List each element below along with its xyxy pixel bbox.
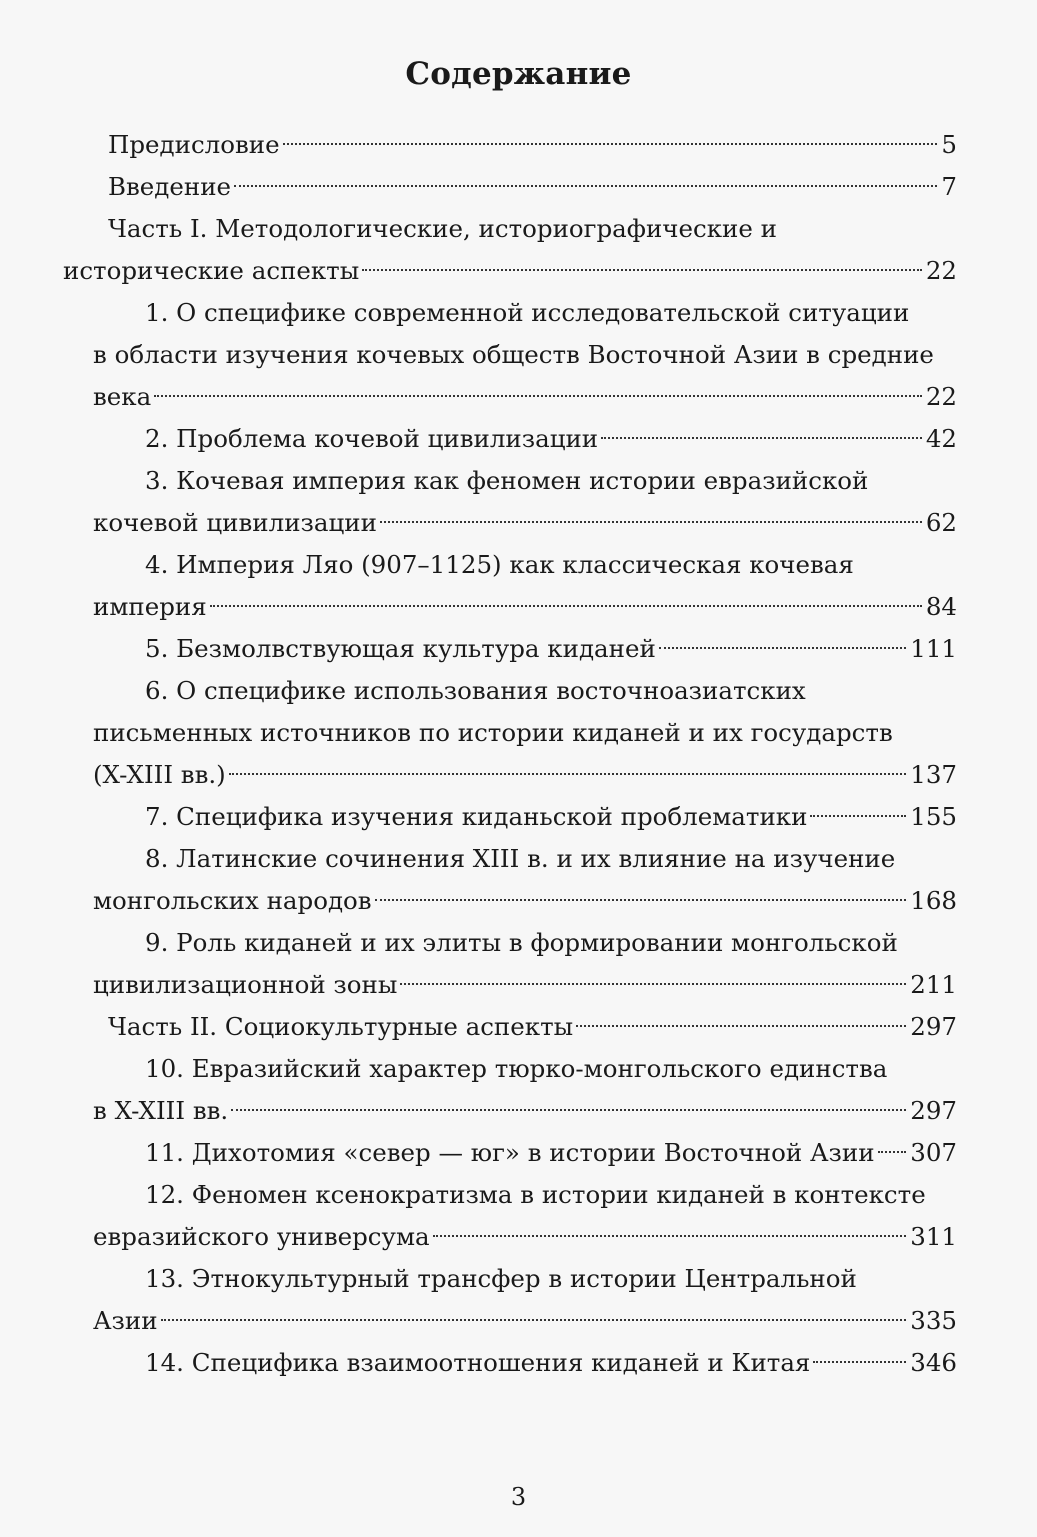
toc-entry[interactable] <box>93 503 957 543</box>
toc-entry-text: Часть I. Методологические, историографические и <box>108 214 777 243</box>
toc-entry-text: письменных источников по истории киданей и их государств <box>93 718 893 747</box>
toc-entry[interactable] <box>108 125 957 165</box>
page-title: Содержание <box>405 56 632 92</box>
toc-entry-title: Часть II. Социокультурные аспекты <box>108 1012 574 1041</box>
toc-entry-title: цивилизационной зоны <box>93 970 398 999</box>
toc-entry-title: кочевой цивилизации <box>93 508 377 537</box>
toc-entry-line <box>0 839 1037 879</box>
toc-entry-title: (X-XIII вв.) <box>93 760 226 789</box>
page-number: 3 <box>510 1483 527 1511</box>
dot-leader <box>380 521 922 523</box>
toc-entry-text: 4. Империя Ляо (907–1125) как классическая кочевая <box>145 550 854 579</box>
toc-page-number: 137 <box>910 760 957 789</box>
toc-entry-title: евразийского универсума <box>93 1222 430 1251</box>
toc-entry-title: монгольских народов <box>93 886 372 915</box>
toc-page-number: 168 <box>910 886 957 915</box>
toc-page-number: 297 <box>910 1096 957 1125</box>
toc-page-number: 111 <box>910 634 957 663</box>
toc-entry-title: исторические аспекты <box>63 256 360 285</box>
toc-entry-line <box>0 209 1037 249</box>
toc-entry-line <box>0 335 1037 375</box>
dot-leader <box>362 269 922 271</box>
toc-page-number: 211 <box>910 970 957 999</box>
toc-entry-line <box>0 923 1037 963</box>
toc-entry[interactable] <box>108 167 957 207</box>
dot-leader <box>400 983 906 985</box>
toc-entry-line <box>0 545 1037 585</box>
toc-entry[interactable] <box>93 1301 957 1341</box>
toc-entry-text: 12. Феномен ксенократизма в истории киданей в контексте <box>145 1180 926 1209</box>
dot-leader <box>234 185 937 187</box>
dot-leader <box>231 1109 906 1111</box>
toc-page-number: 335 <box>910 1306 957 1335</box>
toc-entry[interactable] <box>93 1091 957 1131</box>
toc-page-number: 311 <box>910 1222 957 1251</box>
toc-entry[interactable] <box>145 1133 957 1173</box>
toc-entry-title: Азии <box>93 1306 158 1335</box>
toc-page-number: 155 <box>910 802 957 831</box>
toc-entry-text: 8. Латинские сочинения XIII в. и их влияние на изучение <box>145 844 896 873</box>
toc-entry-line <box>0 1259 1037 1299</box>
toc-entry[interactable] <box>108 1007 957 1047</box>
toc-page-number: 22 <box>925 256 957 285</box>
toc-entry-line <box>0 293 1037 333</box>
dot-leader <box>375 899 907 901</box>
toc-entry[interactable] <box>93 587 957 627</box>
dot-leader <box>210 605 922 607</box>
toc-page-number: 62 <box>925 508 957 537</box>
toc-entry-title: 2. Проблема кочевой цивилизации <box>145 424 599 453</box>
dot-leader <box>433 1235 907 1237</box>
toc-entry-title: Введение <box>108 172 232 201</box>
toc-page-number: 7 <box>941 172 957 201</box>
toc-entry-title: 5. Безмолвствующая культура киданей <box>145 634 656 663</box>
toc-page-number: 297 <box>910 1012 957 1041</box>
toc-entry-title: 14. Специфика взаимоотношения киданей и Китая <box>145 1348 811 1377</box>
toc-page-number: 84 <box>925 592 957 621</box>
toc-entry-title: 11. Дихотомия «север — юг» в истории Восточной Азии <box>145 1138 875 1167</box>
toc-entry-title: Предисловие <box>108 130 280 159</box>
dot-leader <box>878 1151 907 1153</box>
toc-entry-text: 10. Евразийский характер тюрко-монгольского единства <box>145 1054 888 1083</box>
dot-leader <box>229 773 907 775</box>
toc-entry-title: века <box>93 382 152 411</box>
toc-entry[interactable] <box>93 965 957 1005</box>
toc-entry-line <box>0 713 1037 753</box>
toc-entry[interactable] <box>145 629 957 669</box>
toc-entry-line <box>0 1175 1037 1215</box>
toc-page-number: 5 <box>941 130 957 159</box>
toc-entry[interactable] <box>93 377 957 417</box>
toc-entry-text: 9. Роль киданей и их элиты в формировании монгольской <box>145 928 898 957</box>
toc-entry-title: в X-XIII вв. <box>93 1096 229 1125</box>
toc-page-number: 346 <box>910 1348 957 1377</box>
toc-page-number: 42 <box>925 424 957 453</box>
toc-entry[interactable] <box>145 797 957 837</box>
dot-leader <box>813 1361 906 1363</box>
dot-leader <box>576 1025 906 1027</box>
toc-entry-text: 13. Этнокультурный трансфер в истории Центральной <box>145 1264 857 1293</box>
dot-leader <box>161 1319 907 1321</box>
toc-page-number: 22 <box>925 382 957 411</box>
toc-entry-text: 3. Кочевая империя как феномен истории евразийской <box>145 466 869 495</box>
toc-entry[interactable] <box>63 251 957 291</box>
toc-entry[interactable] <box>145 419 957 459</box>
toc-entry[interactable] <box>93 755 957 795</box>
toc-entry-text: в области изучения кочевых обществ Восточной Азии в средние <box>93 340 934 369</box>
toc-entry-line <box>0 671 1037 711</box>
dot-leader <box>154 395 922 397</box>
toc-entry-line <box>0 1049 1037 1089</box>
toc-entry-text: 6. О специфике использования восточноазиатских <box>145 676 806 705</box>
toc-entry-title: империя <box>93 592 207 621</box>
toc-entry[interactable] <box>93 1217 957 1257</box>
dot-leader <box>601 437 922 439</box>
toc-entry-line <box>0 461 1037 501</box>
toc-entry-text: 1. О специфике современной исследовательской ситуации <box>145 298 910 327</box>
toc-entry[interactable] <box>145 1343 957 1383</box>
dot-leader <box>283 143 938 145</box>
dot-leader <box>810 815 906 817</box>
toc-entry-title: 7. Специфика изучения киданьской проблематики <box>145 802 808 831</box>
toc-entry[interactable] <box>93 881 957 921</box>
dot-leader <box>659 647 906 649</box>
toc-page-number: 307 <box>910 1138 957 1167</box>
